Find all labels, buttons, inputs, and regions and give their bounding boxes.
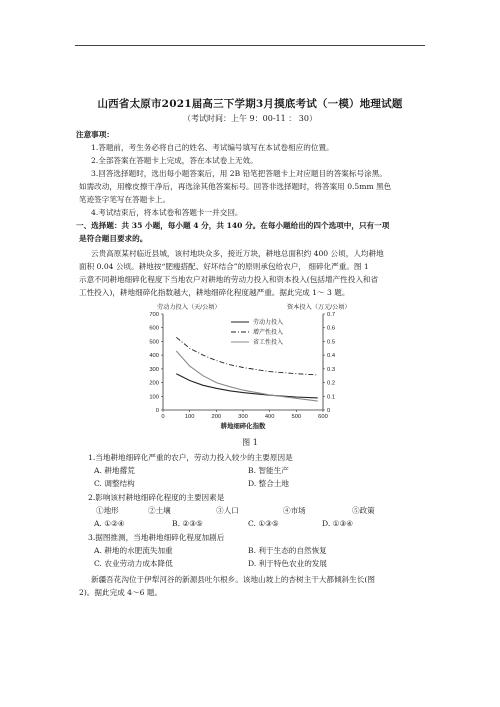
note-item: 如需改动，用橡皮擦干净后，再选涂其他答案标号。回答非选择题时，将答案用 0.5mm 黑色 [79, 182, 392, 191]
y-right-tick-label: 0.7 [327, 312, 336, 318]
y-right-tick-label: 0 [327, 408, 331, 414]
y-axis-left-title: 劳动力投入（天/公顷） [157, 304, 221, 311]
option-a: A. ①②④ [94, 519, 125, 528]
section-heading-cont: 是符合题目要求的。 [79, 234, 148, 243]
notes-heading: 注意事项： [76, 130, 114, 139]
y-right-tick-label: 0.6 [327, 325, 336, 332]
legend-label-2: 增产性投入 [253, 330, 284, 336]
passage-line: 面积 0.04 公顷。耕地按“肥瘦搭配、好坏结合”的原则承包给农户， 细碎化严重。图 1 [79, 262, 369, 271]
legend-label-1: 劳动力投入 [253, 320, 284, 326]
x-tick-label: 500 [291, 414, 302, 420]
option-d: D. ①③④ [322, 519, 354, 528]
y-left-tick-label: 400 [149, 353, 159, 360]
y-left-tick-label: 300 [149, 366, 159, 373]
passage-line: 新疆吾花沟位于伊犁河谷的新源县吐尔根乡。该地山坡上的杏树主干大都倾斜生长(图 [91, 575, 375, 584]
x-tick-label: 300 [238, 414, 248, 420]
x-tick-label: 200 [211, 414, 222, 420]
exam-time: （考试时间：上午 9：00-11 ： 30） [183, 114, 317, 123]
option-c: C. ①③⑤ [248, 519, 279, 528]
option-d: D. 利于特色农业的发展 [248, 559, 327, 568]
x-tick-label: 600 [318, 414, 328, 420]
series-line-1 [176, 374, 317, 398]
section-heading: 一、选择题：共 35 小题，每小题 4 分，共 140 分。在每小题给出的四个选项中，只有一项 [76, 221, 390, 230]
option-b: B. 利于生态的自然恢复 [248, 546, 327, 555]
y-left-tick-label: 200 [149, 380, 159, 387]
option-b: B. 智能生产 [248, 466, 289, 475]
option-a: A. 耕地的水肥流失加重 [94, 546, 173, 555]
y-right-tick-label: 0.4 [327, 353, 336, 360]
y-left-tick-label: 100 [149, 394, 159, 401]
header-rule [75, 45, 425, 46]
y-right-tick-label: 0.5 [327, 339, 336, 346]
y-right-tick-label: 0.2 [327, 380, 336, 387]
choice-item: ④市场 [283, 506, 306, 515]
option-b: B. ②③⑤ [172, 519, 203, 528]
series-line-3 [176, 351, 317, 401]
passage-line: 2)。据此完成 4～6 题。 [79, 588, 163, 597]
x-tick-label: 400 [264, 414, 275, 420]
question-stem: 3.据图推测，当地耕地细碎化程度加剧后 [88, 533, 225, 542]
x-axis-title: 耕地细碎化指数 [220, 423, 266, 430]
note-item: 1.答题前，考生务必将自己的姓名、考试编号填写在本试卷相应的位置。 [91, 143, 334, 152]
note-item: 3.回答选择题时，选出每小题答案后，用 2B 铅笔把答题卡上对应题目的答案标号涂黑。 [91, 169, 387, 178]
option-d: D. 整合土地 [248, 479, 290, 488]
x-tick-label: 100 [184, 414, 195, 420]
x-tick-label: 0 [161, 414, 165, 420]
y-left-tick-label: 500 [149, 339, 159, 346]
passage-line: 示意不同耕地细碎化程度下当地农户对耕地的劳动力投入和资本投入(包括增产性投入和省 [79, 275, 379, 284]
option-a: A. 耕地撂荒 [94, 466, 135, 475]
y-axis-right-title: 资本投入（万元/公顷） [287, 304, 351, 311]
y-right-tick-label: 0.3 [327, 366, 336, 373]
legend-label-3: 省工性投入 [253, 340, 284, 346]
passage-line: 工性投入)，耕地细碎化指数越大，耕地细碎化程度越严重。据此完成 1～ 3 题。 [79, 288, 350, 297]
choice-item: ③人口 [216, 506, 239, 515]
note-item: 笔迹签字笔写在答题卡上。 [79, 195, 171, 204]
figure-1-chart [133, 300, 368, 432]
y-left-tick-label: 700 [149, 312, 159, 318]
note-item: 2.全部答案在答题卡上完成，答在本试卷上无效。 [91, 156, 258, 165]
choice-item: ②土壤 [148, 506, 171, 515]
series-line-2 [176, 337, 317, 375]
y-left-tick-label: 0 [155, 408, 159, 414]
figure-caption: 图 1 [242, 438, 258, 447]
y-right-tick-label: 0.1 [327, 394, 336, 401]
question-stem: 1.当地耕地细碎化严重的农户，劳动力投入较少的主要原因是 [88, 453, 293, 462]
question-stem: 2.影响该村耕地细碎化程度的主要因素是 [88, 493, 225, 502]
option-c: C. 调整结构 [94, 479, 135, 488]
option-c: C. 农业劳动力成本降低 [94, 559, 173, 568]
choice-item: ①地形 [96, 506, 119, 515]
passage-line: 云贵高原某村临近县城，该村地块众多，接近万块，耕地总面积约 400 公顷，人均耕地 [91, 249, 384, 258]
y-left-tick-label: 600 [149, 325, 159, 332]
note-item: 4.考试结束后，将本试卷和答题卡一并交回。 [91, 208, 243, 217]
exam-title: 山西省太原市2021届高三下学期3月摸底考试（一模）地理试题 [97, 98, 403, 110]
choice-item: ⑤政策 [352, 506, 375, 515]
